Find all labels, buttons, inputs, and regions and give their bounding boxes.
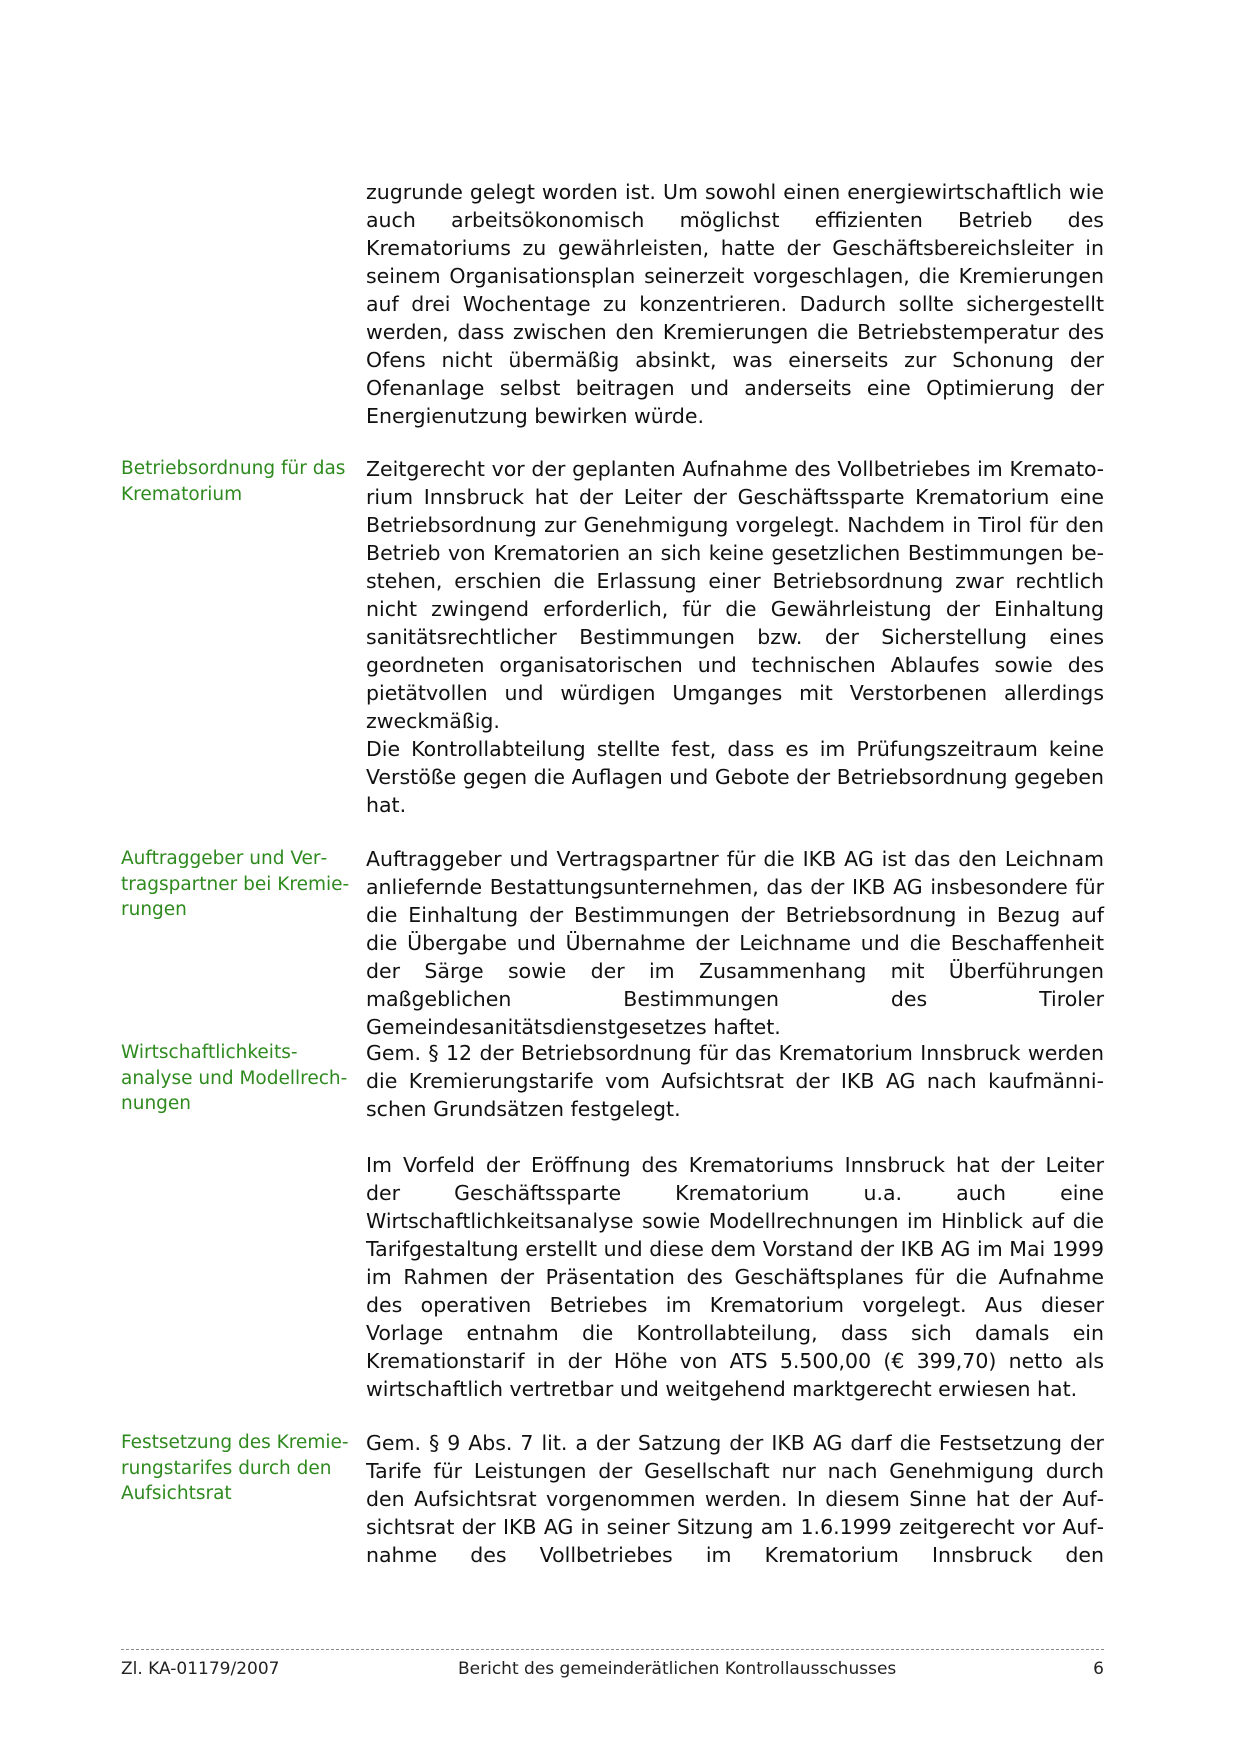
margin-note-betriebsordnung: Betriebsordnung für das Krematorium [121,458,346,505]
body-paragraph: zugrunde gelegt worden ist. Um sowohl einen energiewirtschaftlich wie auch arbeitsökonomisch möglichst effizienten Betrieb des Krematoriums zu gewährleisten, hatte der Geschäftsbereichsleiter in seinem Organisationsplan seinerzeit vorgeschlagen, die Kremierungen auf drei Wochentage zu konzentrieren. Dadurch sollte sichergestellt werden, dass zwischen den Kremierungen die Betriebstemperatur des Ofens nicht übermäßig absinkt, was einerseits zur Schonung der Ofenanlage selbst beitragen und anderseits eine Optimierung der Energienutzung bewirken würde. [366,180,1104,428]
footer-title: Bericht des gemeinderätlichen Kontrollausschusses [458,1659,897,1679]
margin-note-auftraggeber: Auftraggeber und Vertragspartner bei Kremierungen [121,848,350,920]
footer-divider [121,1649,1104,1650]
body-paragraph: Gem. § 9 Abs. 7 lit. a der Satzung der IKB AG darf die Festsetzung der Tarife für Leistungen der Gesellschaft nur nach Genehmigung durch den Aufsichtsrat vorgenommen werden. In diesem Sinne hat der Aufsichtsrat der IKB AG in seiner Sitzung am 1.6.1999 zeitgerecht vor Aufnahme des Vollbetriebes im Krematorium Innsbruck den [366,1431,1104,1567]
body-paragraph: Im Vorfeld der Eröffnung des Krematoriums Innsbruck hat der Leiter der Geschäftssparte Krematorium u.a. auch eine Wirtschaftlichkeitsanalyse sowie Modellrechnungen im Hinblick auf die Tarifgestaltung erstellt und diese dem Vorstand der IKB AG im Mai 1999 im Rahmen der Präsentation des Geschäftsplanes für die Aufnahme des operativen Betriebes im Krematorium vorgelegt. Aus dieser Vorlage entnahm die Kontrollabteilung, dass sich damals ein Kremationstarif in der Höhe von ATS 5.500,00 (€ 399,70) netto als wirtschaftlich vertretbar und weitgehend marktgerecht erwiesen hat. [366,1153,1104,1401]
body-paragraph: Die Kontrollabteilung stellte fest, dass es im Prüfungszeitraum keine Verstöße gegen die Auflagen und Gebote der Betriebsordnung gegeben hat. [366,737,1104,817]
body-paragraph: Zeitgerecht vor der geplanten Aufnahme des Vollbetriebes im Krematorium Innsbruck hat der Leiter der Geschäftssparte Krematorium eine Betriebsordnung zur Genehmigung vorgelegt. Nachdem in Tirol für den Betrieb von Krematorien an sich keine gesetzlichen Bestimmungen bestehen, erschien die Erlassung einer Betriebsordnung zwar rechtlich nicht zwingend erforderlich, für die Gewährleistung der Einhaltung sanitätsrechtlicher Bestimmungen bzw. der Sicherstellung eines geordneten organisatorischen und technischen Ablaufes sowie des pietätvollen und würdigen Umganges mit Verstorbenen allerdings zweckmäßig. [366,457,1104,733]
footer-reference: Zl. KA-01179/2007 [121,1659,280,1679]
body-paragraph: Auftraggeber und Vertragspartner für die IKB AG ist das den Leichnam anliefernde Bestattungsunternehmen, das der IKB AG insbesondere für die Einhaltung der Bestimmungen der Betriebsordnung in Bezug auf die Übergabe und Übernahme der Leichname und die Beschaffenheit der Särge sowie der im Zusammenhang mit Überführungen maßgeblichen Bestimmungen des Tiroler Gemeindesanitätsdienstgesetzes haftet. [366,847,1104,1039]
body-paragraph: Gem. § 12 der Betriebsordnung für das Krematorium Innsbruck werden die Kremierungstarife vom Aufsichtsrat der IKB AG nach kaufmännischen Grundsätzen festgelegt. [366,1041,1104,1121]
margin-note-festsetzung: Festsetzung des Kremierungstarifes durch den Aufsichtsrat [121,1432,349,1504]
margin-note-wirtschaftlichkeit: Wirtschaftlichkeitsanalyse und Modellrechnungen [121,1042,348,1114]
footer-page-number: 6 [1093,1659,1104,1679]
